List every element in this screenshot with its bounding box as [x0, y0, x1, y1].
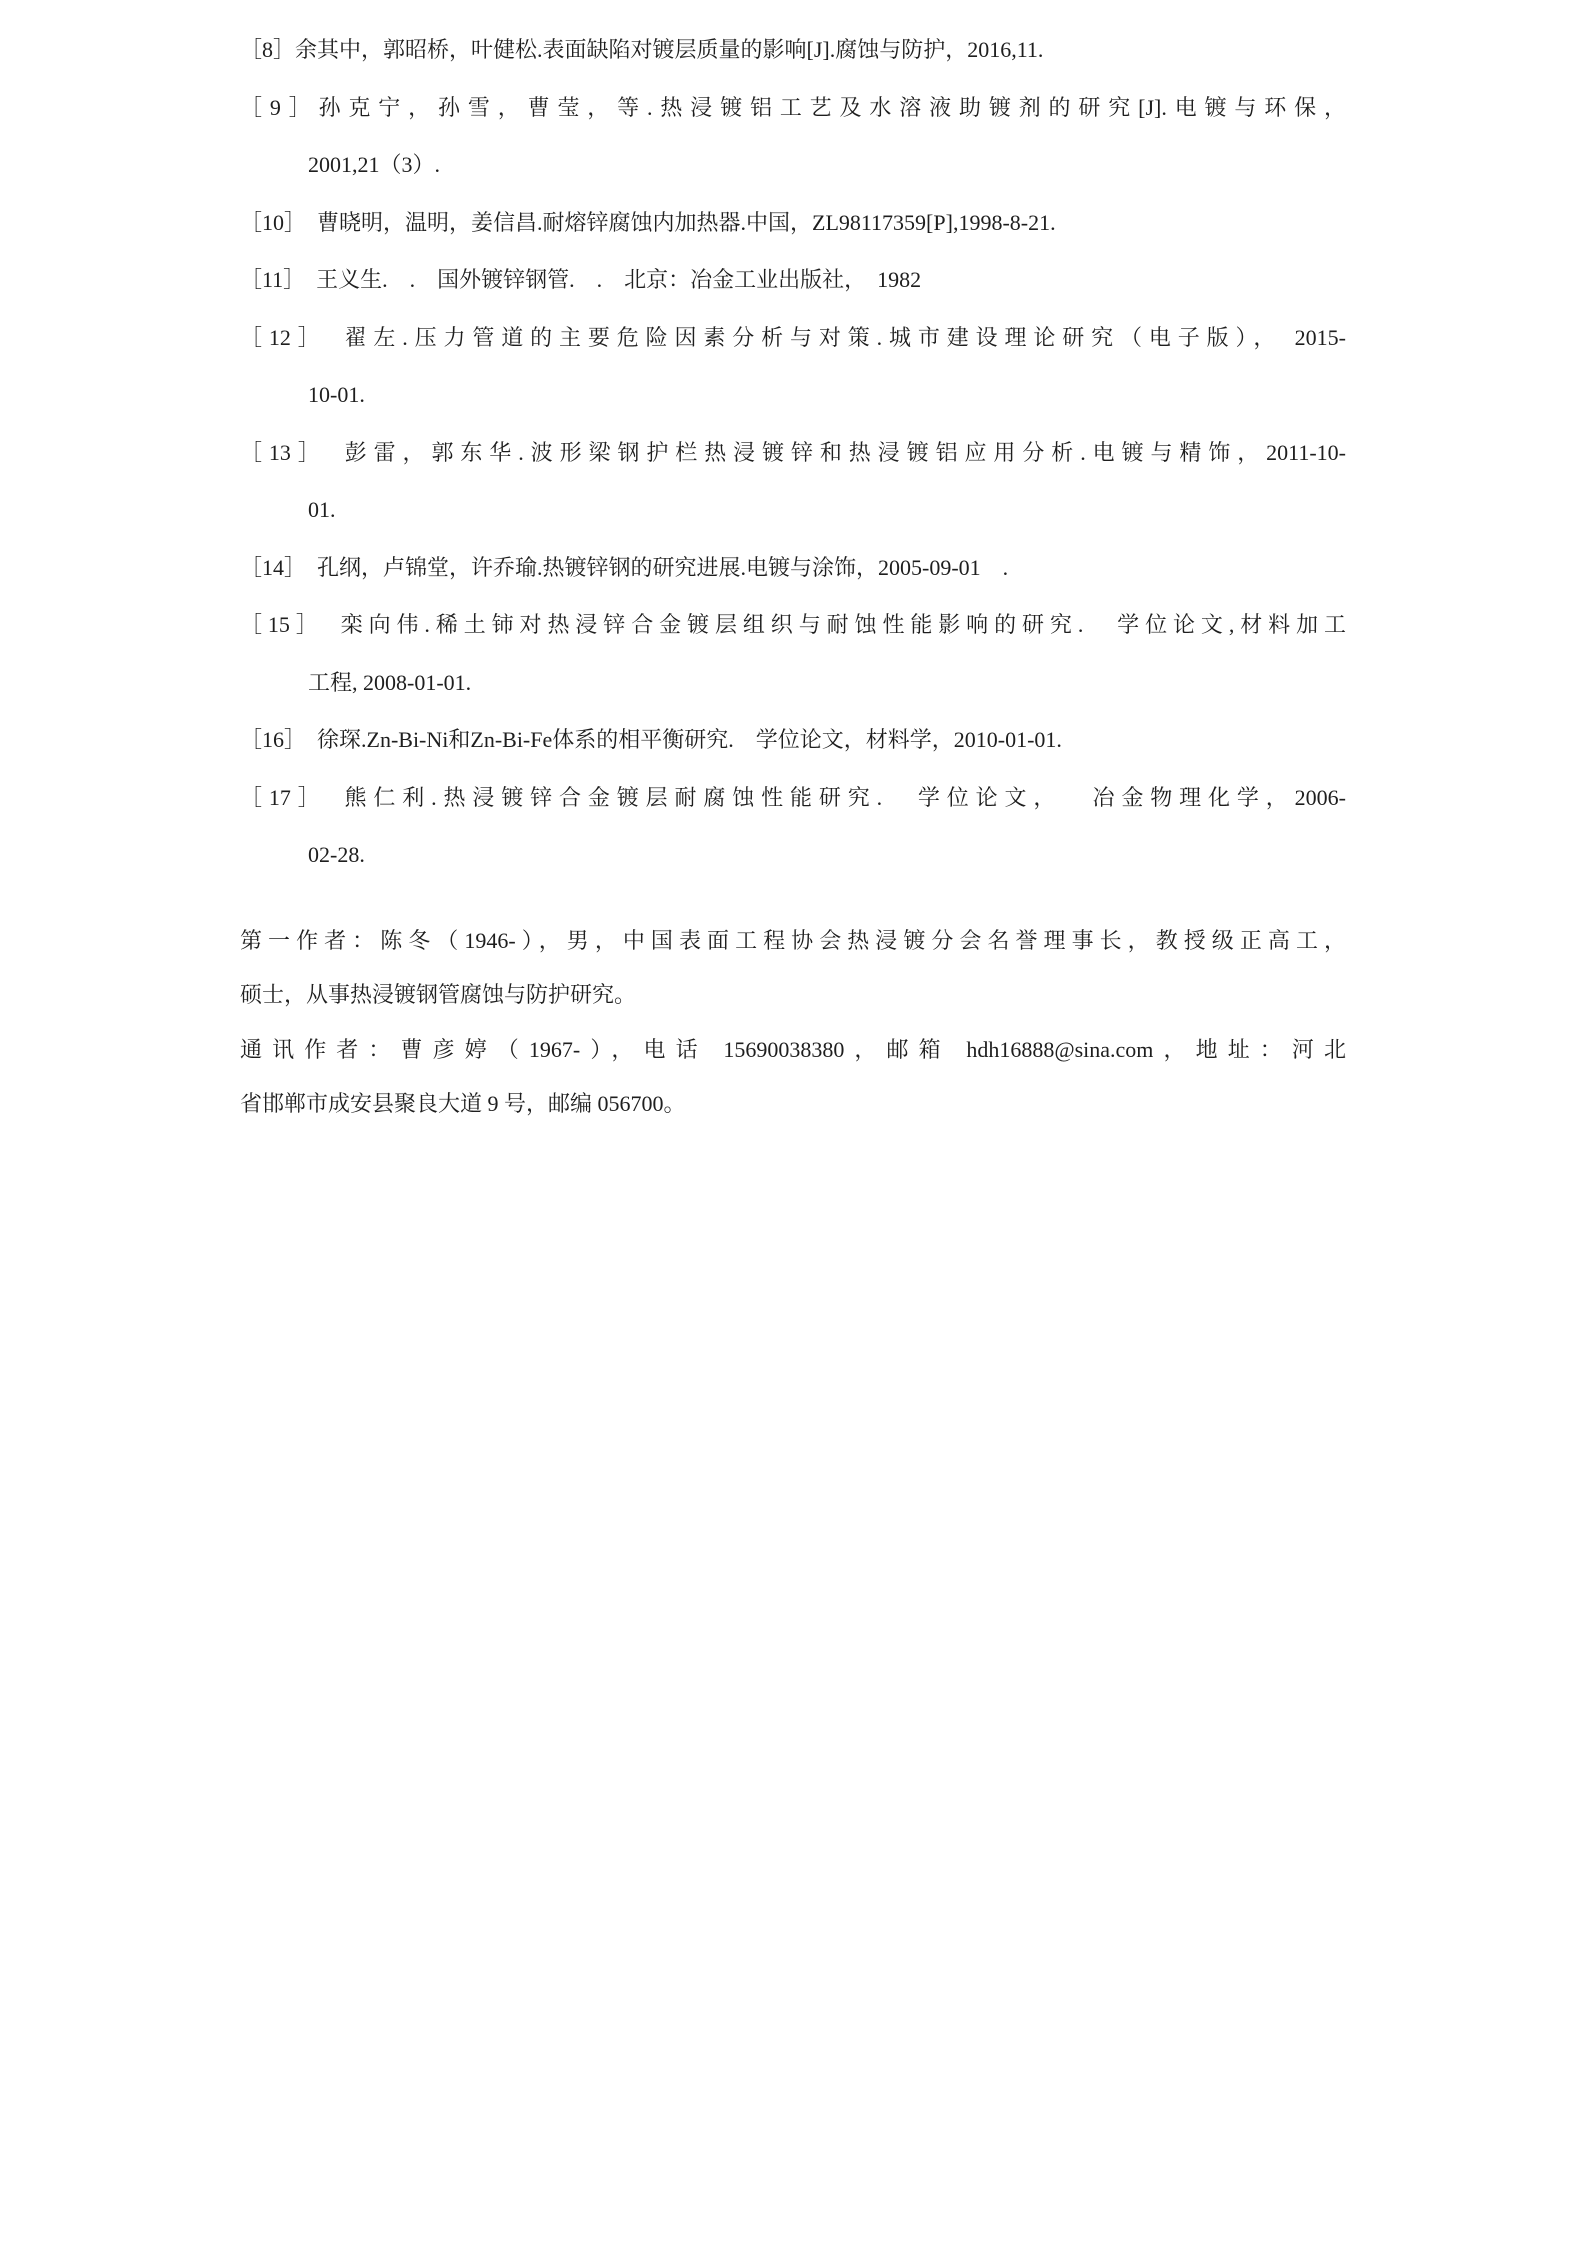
reference-17-line-1: ［17］ 熊仁利.热浸镀锌合金镀层耐腐蚀性能研究. 学位论文， 冶金物理化学，2006-	[240, 784, 1346, 810]
reference-12-line-1: ［12］ 翟左.压力管道的主要危险因素分析与对策.城市建设理论研究（电子版）， 2015-	[240, 324, 1346, 350]
reference-10: ［10］ 曹晓明，温明，姜信昌.耐熔锌腐蚀内加热器.中国，ZL98117359[P],1998-8-21.	[240, 209, 1056, 235]
reference-14: ［14］ 孔纲，卢锦堂，许乔瑜.热镀锌钢的研究进展.电镀与涂饰，2005-09-01 .	[240, 554, 1009, 580]
page-content	[240, 21, 1346, 1132]
reference-13-line-1: ［13］ 彭雷，郭东华.波形梁钢护栏热浸镀锌和热浸镀铝应用分析.电镀与精饰，2011-10-	[240, 439, 1346, 465]
reference-16: ［16］ 徐琛.Zn-Bi-Ni和Zn-Bi-Fe体系的相平衡研究. 学位论文，材料学，2010-01-01.	[240, 727, 1062, 752]
first-author-line-1: 第一作者：陈冬（1946-），男，中国表面工程协会热浸镀分会名誉理事长，教授级正高工，	[240, 927, 1346, 953]
first-author-line-2: 硕士，从事热浸镀钢管腐蚀与防护研究。	[240, 982, 637, 1007]
reference-8: ［8］余其中，郭昭桥，叶健松.表面缺陷对镀层质量的影响[J].腐蚀与防护，2016,11.	[240, 37, 1044, 62]
reference-13-line-2: 01.	[308, 497, 336, 522]
reference-12-line-2: 10-01.	[308, 382, 365, 407]
reference-9-line-2: 2001,21（3）.	[308, 152, 441, 177]
reference-11: ［11］ 王义生. . 国外镀锌钢管. . 北京：冶金工业出版社， 1982	[240, 267, 922, 292]
reference-17-line-2: 02-28.	[308, 842, 365, 867]
reference-15-line-2: 工程, 2008-01-01.	[308, 669, 472, 695]
reference-9-line-1: ［9］孙克宁，孙雪，曹莹，等.热浸镀铝工艺及水溶液助镀剂的研究[J].电镀与环保，	[240, 94, 1346, 120]
corresponding-author-line-2: 省邯郸市成安县聚良大道 9 号，邮编 056700。	[240, 1091, 686, 1116]
corresponding-author-line-1: 通讯作者：曹彦婷（1967-），电话 15690038380，邮箱 hdh16888@sina.com，地址：河北	[240, 1036, 1346, 1062]
references-list	[240, 21, 1346, 884]
reference-15-line-1: ［15］ 栾向伟.稀土铈对热浸锌合金镀层组织与耐蚀性能影响的研究. 学位论文,材料加工	[240, 612, 1346, 637]
author-info-section	[240, 914, 1346, 1132]
